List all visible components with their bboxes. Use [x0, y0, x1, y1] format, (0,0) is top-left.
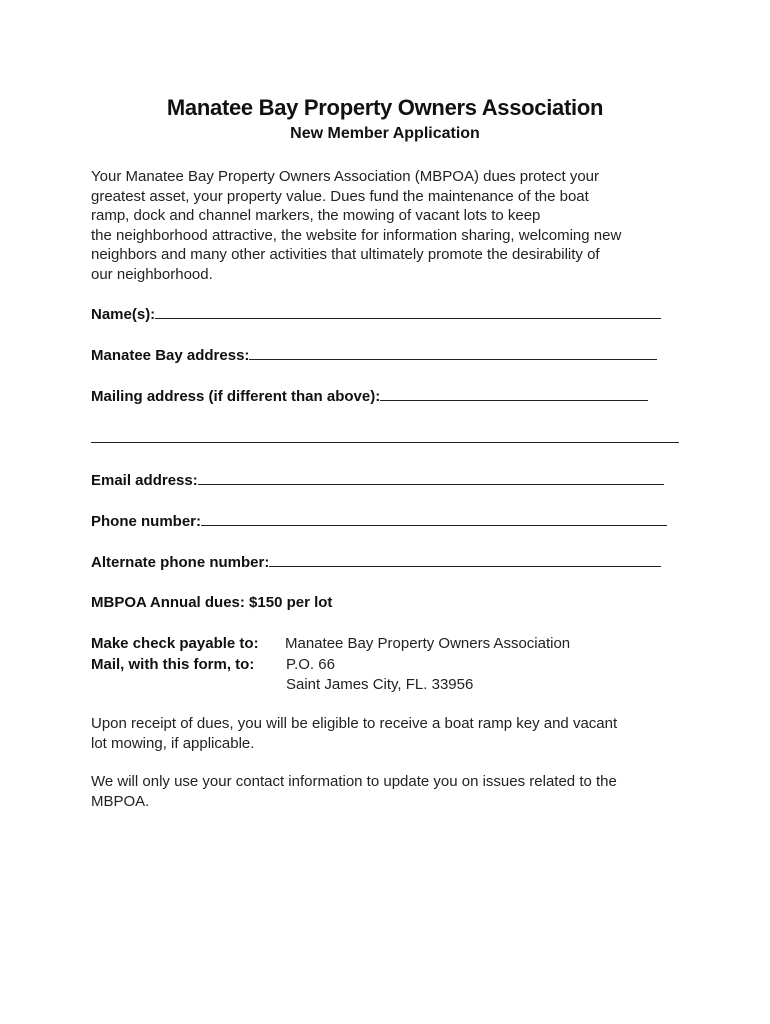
payable-value: Manatee Bay Property Owners Association — [285, 635, 571, 652]
alt-phone-label: Alternate phone number: — [91, 554, 270, 571]
payable-row — [91, 635, 259, 652]
email-field — [91, 470, 664, 489]
mailing-address-field — [91, 386, 648, 405]
intro-line: ramp, dock and channel markers, the mowing of vacant lots to keep — [91, 207, 541, 225]
phone-field — [91, 511, 667, 530]
mail-label: Mail, with this form, to: — [91, 656, 255, 673]
manatee-address-label: Manatee Bay address: — [91, 347, 250, 364]
mailing-address-blank-line[interactable] — [380, 386, 648, 401]
mail-row — [91, 656, 254, 673]
intro-paragraph — [91, 167, 686, 285]
phone-label: Phone number: — [91, 513, 202, 530]
email-blank-line[interactable] — [198, 470, 664, 485]
intro-line: Your Manatee Bay Property Owners Association (MBPOA) dues protect your — [91, 168, 600, 185]
intro-line: neighbors and many other activities that ultimately promote the desirability of — [91, 246, 600, 264]
intro-line: the neighborhood attractive, the website for information sharing, welcoming new — [91, 226, 622, 244]
phone-blank-line[interactable] — [201, 511, 667, 526]
intro-line: greatest asset, your property value. Dues fund the maintenance of the boat — [91, 187, 589, 205]
mail-address-line-2: Saint James City, FL. 33956 — [286, 676, 474, 693]
names-field — [91, 304, 661, 323]
manatee-address-field — [91, 345, 657, 364]
names-blank-line[interactable] — [155, 304, 661, 319]
receipt-paragraph — [91, 714, 691, 753]
manatee-address-blank-line[interactable] — [249, 345, 657, 360]
receipt-line: Upon receipt of dues, you will be eligible to receive a boat ramp key and vacant — [91, 715, 618, 732]
payable-label: Make check payable to: — [91, 635, 259, 652]
annual-dues: MBPOA Annual dues: $150 per lot — [91, 594, 333, 611]
page-title: Manatee Bay Property Owners Association — [166, 95, 604, 120]
privacy-paragraph — [91, 772, 691, 811]
receipt-line: lot mowing, if applicable. — [91, 734, 255, 752]
alt-phone-field — [91, 552, 661, 571]
mailing-address-continuation-line[interactable] — [91, 441, 679, 443]
privacy-line: We will only use your contact information to update you on issues related to the — [91, 773, 617, 790]
intro-line: our neighborhood. — [91, 265, 213, 283]
mailing-address-label: Mailing address (if different than above): — [91, 388, 381, 405]
mail-address-line-1: P.O. 66 — [286, 656, 335, 673]
page-subtitle: New Member Application — [290, 125, 480, 142]
email-label: Email address: — [91, 472, 198, 489]
names-label: Name(s): — [91, 306, 156, 323]
alt-phone-blank-line[interactable] — [269, 552, 661, 567]
privacy-line: MBPOA. — [91, 792, 150, 810]
